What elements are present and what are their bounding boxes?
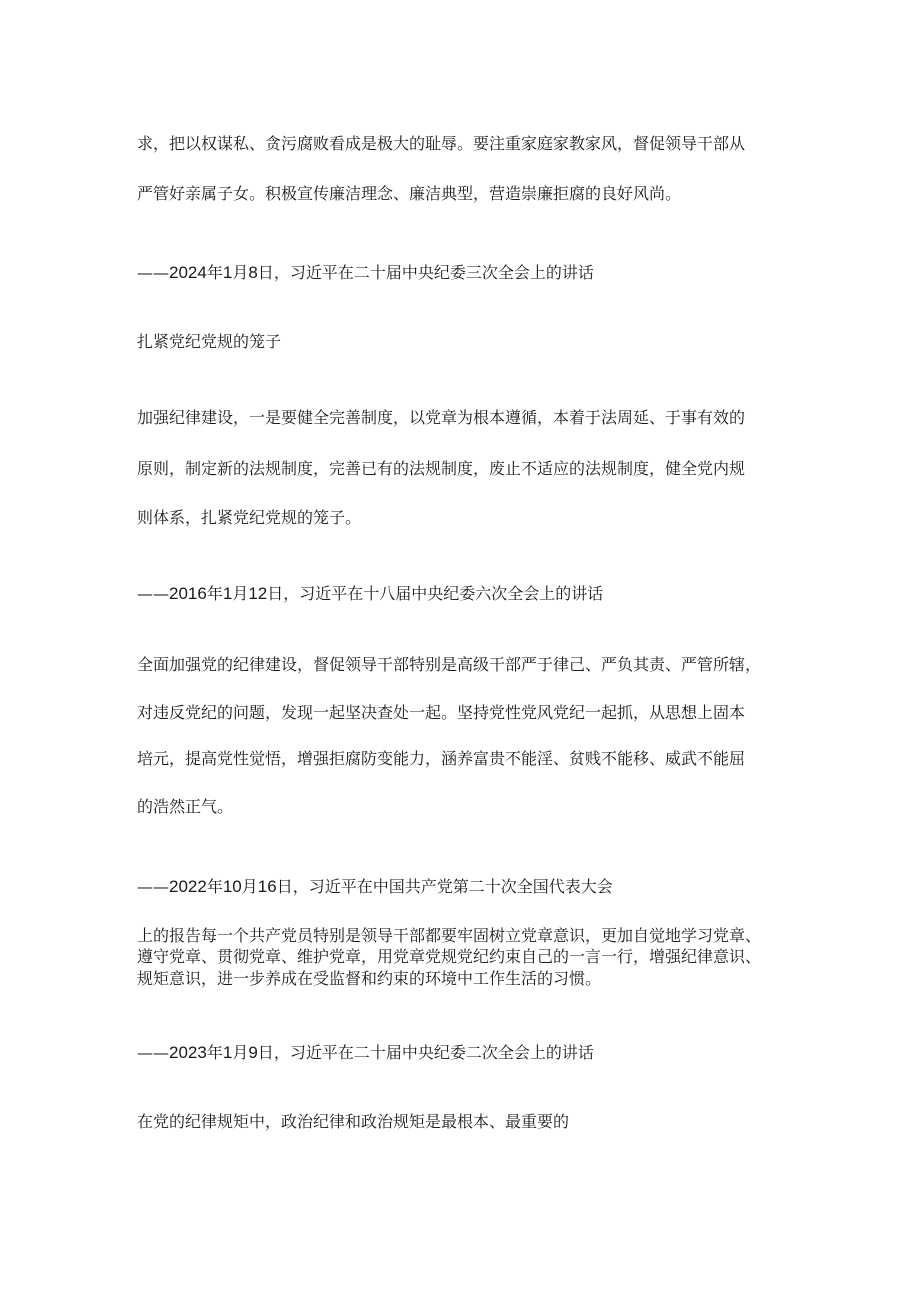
paragraph-line: 上的报告每一个共产党员特别是领导干部都要牢固树立党章意识，更加自觉地学习党章、 [137, 926, 762, 945]
citation-2024: ——2024年1月8日，习近平在二十届中央纪委三次全会上的讲话 [137, 263, 594, 282]
paragraph-line: 对违反党纪的问题，发现一起坚决查处一起。坚持党性党风党纪一起抓，从思想上固本 [137, 703, 746, 722]
citation-2022: ——2022年10月16日，习近平在中国共产党第二十次全国代表大会 [137, 877, 613, 896]
paragraph-line: 规矩意识，进一步养成在受监督和约束的环境中工作生活的习惯。 [137, 969, 602, 988]
paragraph-line: 遵守党章、贯彻党章、维护党章，用党章党规党纪约束自己的一言一行，增强纪律意识、 [137, 947, 762, 966]
paragraph-line: 的浩然正气。 [137, 797, 234, 816]
citation-2023: ——2023年1月9日，习近平在二十届中央纪委二次全会上的讲话 [137, 1043, 594, 1062]
paragraph-line: 则体系，扎紧党纪党规的笼子。 [137, 508, 362, 527]
paragraph-line: 求，把以权谋私、贪污腐败看成是极大的耻辱。要注重家庭家教家风，督促领导干部从 [137, 134, 746, 153]
paragraph-line: 原则，制定新的法规制度，完善已有的法规制度，废止不适应的法规制度，健全党内规 [137, 459, 746, 478]
citation-2016: ——2016年1月12日，习近平在十八届中央纪委六次全会上的讲话 [137, 584, 604, 603]
paragraph-line: 加强纪律建设，一是要健全完善制度，以党章为根本遵循，本着于法周延、于事有效的 [137, 408, 746, 427]
section-heading: 扎紧党纪党规的笼子 [137, 332, 282, 351]
paragraph-line: 严管好亲属子女。积极宣传廉洁理念、廉洁典型，营造崇廉拒腐的良好风尚。 [137, 184, 682, 203]
paragraph-line: 在党的纪律规矩中，政治纪律和政治规矩是最根本、最重要的 [137, 1112, 570, 1131]
paragraph-line: 全面加强党的纪律建设，督促领导干部特别是高级干部严于律己、严负其责、严管所辖， [137, 655, 762, 674]
paragraph-line: 培元，提高党性觉悟，增强拒腐防变能力，涵养富贵不能淫、贫贱不能移、威武不能屈 [137, 749, 746, 768]
